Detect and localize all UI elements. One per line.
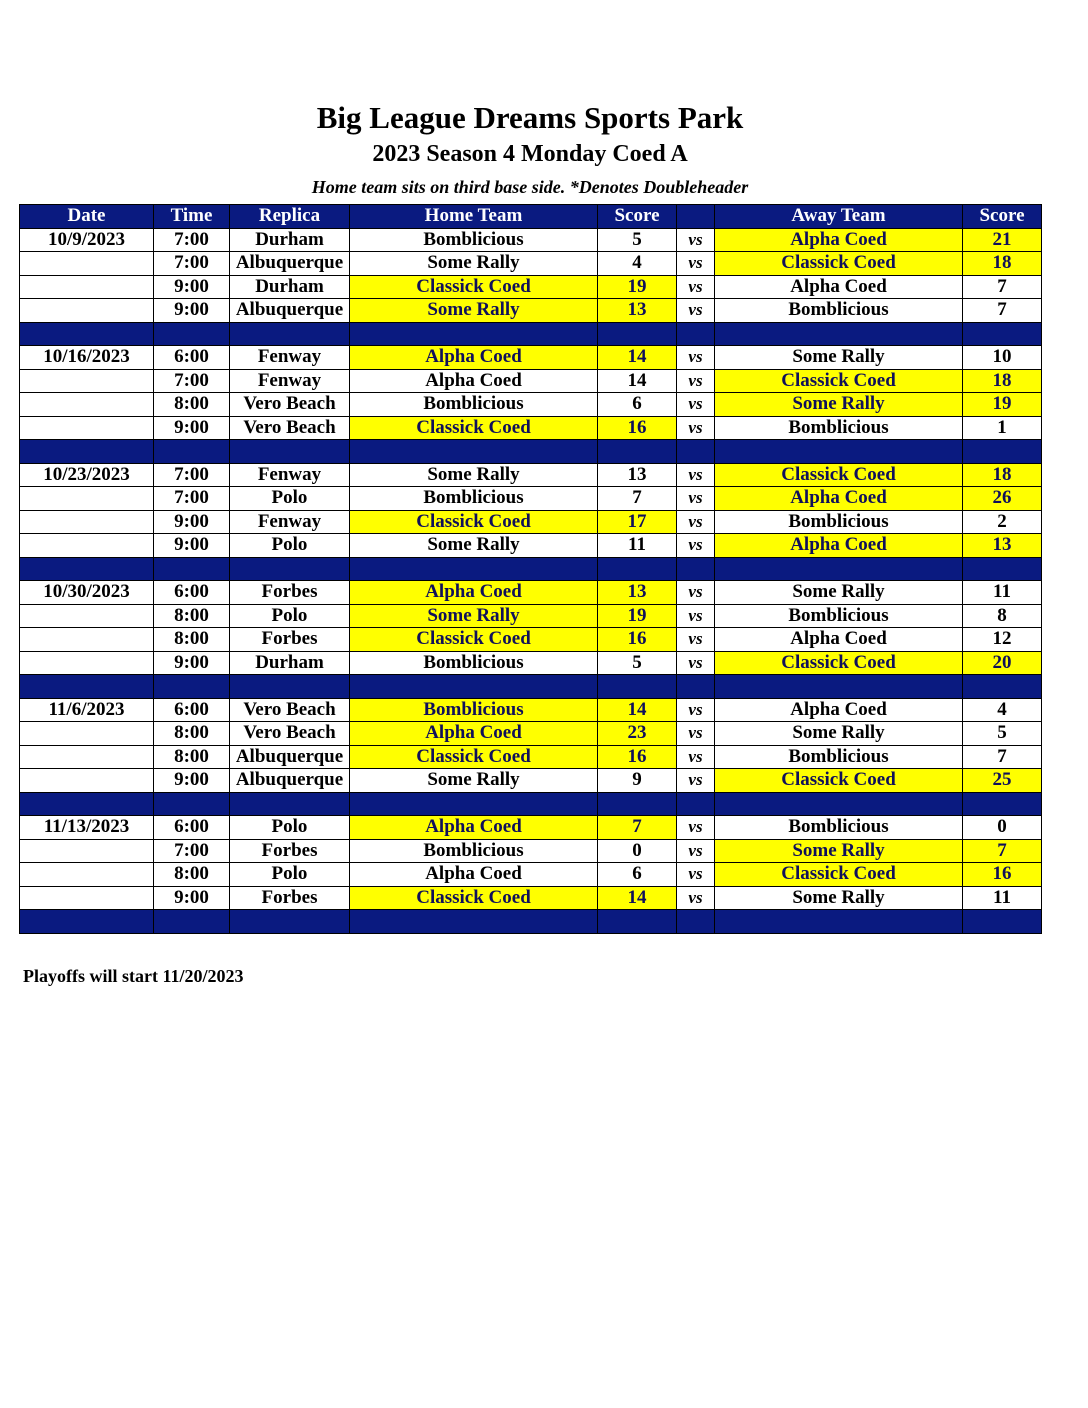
game-time: 6:00 (154, 581, 230, 605)
week-separator (20, 557, 1042, 581)
separator-cell (715, 910, 963, 934)
game-date (20, 299, 154, 323)
home-score: 6 (598, 863, 677, 887)
game-field: Polo (230, 816, 350, 840)
home-score: 13 (598, 299, 677, 323)
vs-label: vs (677, 863, 715, 887)
separator-cell (715, 792, 963, 816)
game-date: 11/13/2023 (20, 816, 154, 840)
game-field: Forbes (230, 839, 350, 863)
game-time: 8:00 (154, 863, 230, 887)
game-field: Durham (230, 228, 350, 252)
home-score: 5 (598, 651, 677, 675)
home-team: Some Rally (350, 604, 598, 628)
playoffs-note: Playoffs will start 11/20/2023 (23, 966, 244, 986)
game-field: Vero Beach (230, 416, 350, 440)
home-score: 6 (598, 393, 677, 417)
game-time: 8:00 (154, 722, 230, 746)
separator-cell (715, 440, 963, 464)
separator-cell (715, 675, 963, 699)
game-date (20, 745, 154, 769)
separator-cell (677, 440, 715, 464)
away-score: 16 (963, 863, 1042, 887)
away-score: 10 (963, 346, 1042, 370)
away-score: 18 (963, 369, 1042, 393)
game-field: Vero Beach (230, 722, 350, 746)
vs-label: vs (677, 651, 715, 675)
game-field: Polo (230, 534, 350, 558)
game-row (20, 369, 1042, 393)
away-score: 0 (963, 816, 1042, 840)
home-team: Some Rally (350, 299, 598, 323)
schedule-note: Home team sits on third base side. *Denotes Doubleheader (311, 177, 749, 197)
game-date: 10/23/2023 (20, 463, 154, 487)
game-field: Fenway (230, 369, 350, 393)
game-row (20, 722, 1042, 746)
game-row (20, 228, 1042, 252)
home-score: 17 (598, 510, 677, 534)
game-date (20, 839, 154, 863)
game-date: 10/30/2023 (20, 581, 154, 605)
separator-cell (598, 675, 677, 699)
vs-label: vs (677, 816, 715, 840)
separator-cell (715, 557, 963, 581)
separator-cell (20, 322, 154, 346)
away-team: Classick Coed (715, 769, 963, 793)
game-row (20, 698, 1042, 722)
game-row (20, 651, 1042, 675)
header-home-score: Score (598, 205, 677, 229)
game-time: 6:00 (154, 346, 230, 370)
separator-cell (20, 557, 154, 581)
home-team: Classick Coed (350, 510, 598, 534)
home-team: Classick Coed (350, 416, 598, 440)
away-score: 8 (963, 604, 1042, 628)
away-score: 18 (963, 463, 1042, 487)
separator-cell (677, 910, 715, 934)
away-score: 7 (963, 299, 1042, 323)
vs-label: vs (677, 510, 715, 534)
game-date (20, 769, 154, 793)
game-row (20, 463, 1042, 487)
game-date (20, 722, 154, 746)
game-row (20, 745, 1042, 769)
away-team: Classick Coed (715, 463, 963, 487)
separator-cell (963, 910, 1042, 934)
home-team: Classick Coed (350, 745, 598, 769)
separator-cell (350, 322, 598, 346)
game-row (20, 393, 1042, 417)
game-date (20, 534, 154, 558)
header-date: Date (20, 205, 154, 229)
game-date: 11/6/2023 (20, 698, 154, 722)
game-field: Fenway (230, 463, 350, 487)
separator-cell (715, 322, 963, 346)
home-score: 14 (598, 346, 677, 370)
game-date (20, 487, 154, 511)
home-team: Bomblicious (350, 839, 598, 863)
away-score: 19 (963, 393, 1042, 417)
away-team: Alpha Coed (715, 534, 963, 558)
away-score: 13 (963, 534, 1042, 558)
game-row (20, 863, 1042, 887)
separator-cell (230, 557, 350, 581)
home-team: Alpha Coed (350, 581, 598, 605)
home-team: Alpha Coed (350, 722, 598, 746)
home-team: Bomblicious (350, 228, 598, 252)
separator-cell (154, 910, 230, 934)
game-date (20, 651, 154, 675)
game-date: 10/16/2023 (20, 346, 154, 370)
game-time: 9:00 (154, 651, 230, 675)
away-score: 25 (963, 769, 1042, 793)
game-field: Polo (230, 863, 350, 887)
vs-label: vs (677, 463, 715, 487)
home-score: 14 (598, 698, 677, 722)
game-field: Fenway (230, 510, 350, 534)
game-date (20, 886, 154, 910)
away-score: 2 (963, 510, 1042, 534)
separator-cell (154, 322, 230, 346)
vs-label: vs (677, 252, 715, 276)
separator-cell (677, 557, 715, 581)
vs-label: vs (677, 369, 715, 393)
away-team: Some Rally (715, 346, 963, 370)
separator-cell (230, 322, 350, 346)
away-score: 11 (963, 581, 1042, 605)
game-time: 8:00 (154, 393, 230, 417)
game-time: 9:00 (154, 275, 230, 299)
game-field: Albuquerque (230, 252, 350, 276)
separator-cell (230, 440, 350, 464)
separator-cell (598, 440, 677, 464)
separator-cell (598, 322, 677, 346)
week-separator (20, 792, 1042, 816)
separator-cell (20, 440, 154, 464)
separator-cell (963, 440, 1042, 464)
game-time: 9:00 (154, 886, 230, 910)
separator-cell (154, 792, 230, 816)
away-team: Bomblicious (715, 745, 963, 769)
away-team: Bomblicious (715, 299, 963, 323)
game-row (20, 487, 1042, 511)
home-team: Bomblicious (350, 651, 598, 675)
game-time: 7:00 (154, 839, 230, 863)
away-score: 20 (963, 651, 1042, 675)
game-time: 9:00 (154, 510, 230, 534)
vs-label: vs (677, 346, 715, 370)
home-team: Alpha Coed (350, 369, 598, 393)
away-team: Alpha Coed (715, 487, 963, 511)
game-field: Forbes (230, 581, 350, 605)
game-time: 7:00 (154, 252, 230, 276)
separator-cell (230, 792, 350, 816)
game-date (20, 275, 154, 299)
home-team: Bomblicious (350, 698, 598, 722)
game-time: 8:00 (154, 604, 230, 628)
separator-cell (350, 440, 598, 464)
away-score: 18 (963, 252, 1042, 276)
vs-label: vs (677, 722, 715, 746)
away-team: Some Rally (715, 722, 963, 746)
game-row (20, 275, 1042, 299)
away-score: 12 (963, 628, 1042, 652)
game-field: Polo (230, 487, 350, 511)
home-team: Some Rally (350, 252, 598, 276)
game-date (20, 628, 154, 652)
header-vs (677, 205, 715, 229)
separator-cell (677, 675, 715, 699)
game-date (20, 369, 154, 393)
away-team: Classick Coed (715, 651, 963, 675)
home-score: 4 (598, 252, 677, 276)
game-time: 8:00 (154, 628, 230, 652)
vs-label: vs (677, 581, 715, 605)
separator-cell (350, 675, 598, 699)
game-time: 7:00 (154, 228, 230, 252)
separator-cell (350, 792, 598, 816)
home-score: 13 (598, 463, 677, 487)
home-score: 11 (598, 534, 677, 558)
game-row (20, 769, 1042, 793)
separator-cell (963, 675, 1042, 699)
vs-label: vs (677, 416, 715, 440)
home-score: 14 (598, 886, 677, 910)
game-time: 9:00 (154, 769, 230, 793)
page-title: Big League Dreams Sports Park (316, 100, 744, 135)
home-score: 0 (598, 839, 677, 863)
week-separator (20, 675, 1042, 699)
separator-cell (20, 675, 154, 699)
game-row (20, 534, 1042, 558)
game-row (20, 346, 1042, 370)
game-date (20, 510, 154, 534)
header-replica: Replica (230, 205, 350, 229)
game-row (20, 510, 1042, 534)
home-team: Bomblicious (350, 487, 598, 511)
game-field: Fenway (230, 346, 350, 370)
separator-cell (963, 792, 1042, 816)
game-date (20, 863, 154, 887)
away-team: Bomblicious (715, 510, 963, 534)
home-score: 7 (598, 487, 677, 511)
home-team: Some Rally (350, 769, 598, 793)
away-team: Bomblicious (715, 816, 963, 840)
game-row (20, 886, 1042, 910)
separator-cell (230, 910, 350, 934)
separator-cell (154, 440, 230, 464)
separator-cell (598, 557, 677, 581)
game-row (20, 816, 1042, 840)
game-time: 6:00 (154, 816, 230, 840)
separator-cell (598, 792, 677, 816)
away-team: Classick Coed (715, 252, 963, 276)
home-team: Alpha Coed (350, 863, 598, 887)
home-score: 5 (598, 228, 677, 252)
separator-cell (677, 792, 715, 816)
away-team: Some Rally (715, 886, 963, 910)
home-score: 9 (598, 769, 677, 793)
header-away-score: Score (963, 205, 1042, 229)
game-time: 9:00 (154, 299, 230, 323)
schedule-table (19, 204, 1042, 934)
game-date (20, 252, 154, 276)
game-row (20, 252, 1042, 276)
home-score: 14 (598, 369, 677, 393)
page-subtitle: 2023 Season 4 Monday Coed A (372, 141, 688, 167)
game-field: Vero Beach (230, 393, 350, 417)
game-row (20, 416, 1042, 440)
home-score: 7 (598, 816, 677, 840)
home-team: Bomblicious (350, 393, 598, 417)
game-field: Polo (230, 604, 350, 628)
away-team: Alpha Coed (715, 698, 963, 722)
separator-cell (350, 557, 598, 581)
vs-label: vs (677, 393, 715, 417)
away-score: 7 (963, 745, 1042, 769)
separator-cell (154, 675, 230, 699)
vs-label: vs (677, 299, 715, 323)
home-team: Some Rally (350, 463, 598, 487)
vs-label: vs (677, 228, 715, 252)
separator-cell (963, 557, 1042, 581)
vs-label: vs (677, 534, 715, 558)
vs-label: vs (677, 839, 715, 863)
week-separator (20, 440, 1042, 464)
game-time: 6:00 (154, 698, 230, 722)
away-team: Bomblicious (715, 604, 963, 628)
game-time: 9:00 (154, 534, 230, 558)
away-score: 7 (963, 275, 1042, 299)
away-team: Bomblicious (715, 416, 963, 440)
home-score: 19 (598, 604, 677, 628)
game-field: Albuquerque (230, 769, 350, 793)
home-team: Some Rally (350, 534, 598, 558)
home-team: Classick Coed (350, 886, 598, 910)
game-field: Forbes (230, 886, 350, 910)
separator-cell (598, 910, 677, 934)
separator-cell (230, 675, 350, 699)
game-time: 7:00 (154, 369, 230, 393)
away-team: Some Rally (715, 839, 963, 863)
home-score: 19 (598, 275, 677, 299)
away-team: Some Rally (715, 581, 963, 605)
away-score: 26 (963, 487, 1042, 511)
header-time: Time (154, 205, 230, 229)
vs-label: vs (677, 275, 715, 299)
away-score: 11 (963, 886, 1042, 910)
header-away-team: Away Team (715, 205, 963, 229)
week-separator (20, 322, 1042, 346)
home-score: 16 (598, 628, 677, 652)
game-row (20, 299, 1042, 323)
away-team: Alpha Coed (715, 628, 963, 652)
separator-cell (20, 910, 154, 934)
home-score: 16 (598, 416, 677, 440)
game-field: Durham (230, 651, 350, 675)
away-team: Some Rally (715, 393, 963, 417)
vs-label: vs (677, 604, 715, 628)
game-date: 10/9/2023 (20, 228, 154, 252)
home-score: 23 (598, 722, 677, 746)
vs-label: vs (677, 745, 715, 769)
away-score: 1 (963, 416, 1042, 440)
away-score: 7 (963, 839, 1042, 863)
game-time: 7:00 (154, 487, 230, 511)
home-team: Classick Coed (350, 275, 598, 299)
week-separator (20, 910, 1042, 934)
game-time: 8:00 (154, 745, 230, 769)
game-date (20, 393, 154, 417)
game-field: Durham (230, 275, 350, 299)
home-team: Alpha Coed (350, 816, 598, 840)
vs-label: vs (677, 487, 715, 511)
game-time: 9:00 (154, 416, 230, 440)
away-team: Classick Coed (715, 369, 963, 393)
away-team: Classick Coed (715, 863, 963, 887)
game-field: Albuquerque (230, 745, 350, 769)
game-date (20, 604, 154, 628)
separator-cell (154, 557, 230, 581)
game-row (20, 839, 1042, 863)
away-score: 5 (963, 722, 1042, 746)
game-field: Forbes (230, 628, 350, 652)
game-date (20, 416, 154, 440)
game-time: 7:00 (154, 463, 230, 487)
home-score: 13 (598, 581, 677, 605)
separator-cell (350, 910, 598, 934)
separator-cell (963, 322, 1042, 346)
home-team: Alpha Coed (350, 346, 598, 370)
game-row (20, 581, 1042, 605)
away-score: 21 (963, 228, 1042, 252)
vs-label: vs (677, 628, 715, 652)
home-team: Classick Coed (350, 628, 598, 652)
game-field: Vero Beach (230, 698, 350, 722)
home-score: 16 (598, 745, 677, 769)
vs-label: vs (677, 698, 715, 722)
away-team: Alpha Coed (715, 275, 963, 299)
away-team: Alpha Coed (715, 228, 963, 252)
game-field: Albuquerque (230, 299, 350, 323)
separator-cell (20, 792, 154, 816)
header-home-team: Home Team (350, 205, 598, 229)
away-score: 4 (963, 698, 1042, 722)
vs-label: vs (677, 769, 715, 793)
vs-label: vs (677, 886, 715, 910)
game-row (20, 628, 1042, 652)
game-row (20, 604, 1042, 628)
header-row (20, 205, 1042, 229)
separator-cell (677, 322, 715, 346)
